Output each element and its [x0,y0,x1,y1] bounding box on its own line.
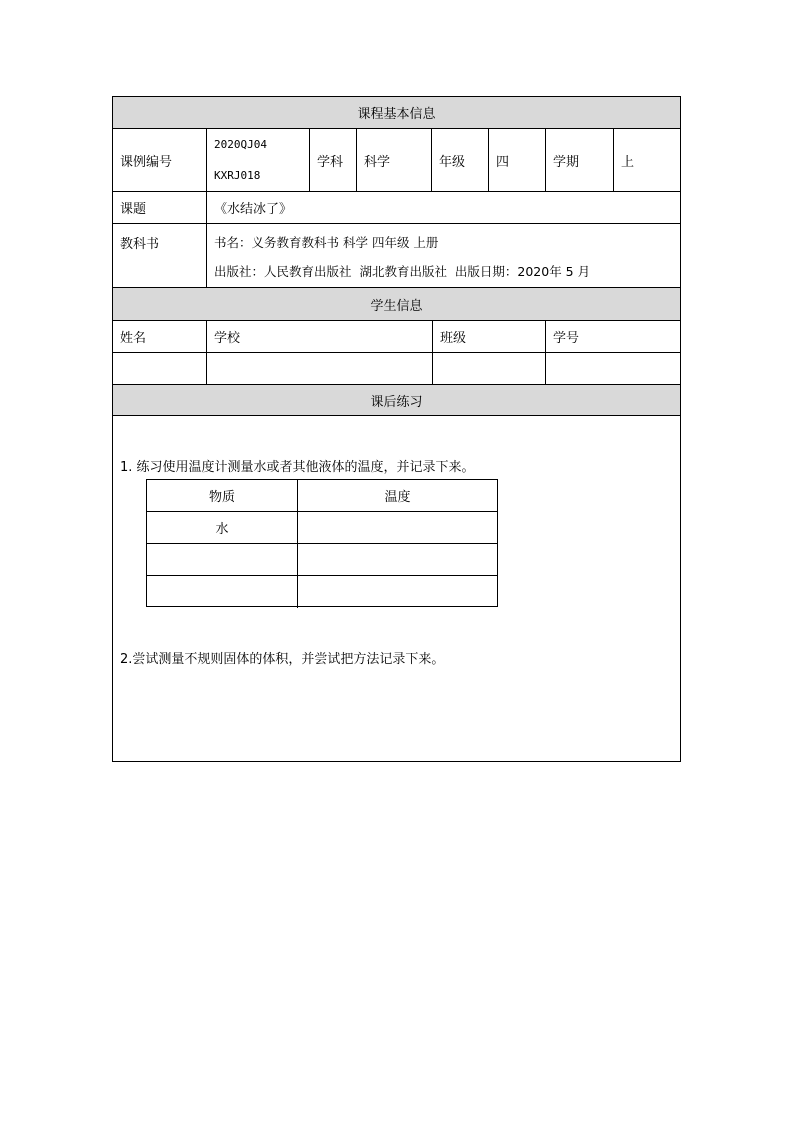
case-id-label: 课例编号 [113,129,207,191]
temperature-cell[interactable] [298,512,497,543]
term-value: 上 [621,154,635,170]
case-id-value [207,129,310,191]
student-info-header [113,288,680,321]
school-label: 学校 [207,321,433,352]
textbook-title: 书名：义务教育教科书 科学 四年级 上册 [214,235,439,250]
column-header-substance: 物质 [147,480,298,511]
question-2: 2.尝试测量不规则固体的体积，并尝试把方法记录下来。 [120,652,445,667]
case-id-line2: KXRJ018 [214,169,261,182]
exercises-header [113,385,680,416]
subject-value: 科学 [357,129,432,191]
school-field[interactable] [207,353,433,384]
temperature-cell[interactable] [298,544,497,575]
course-info-header [113,97,680,129]
name-field[interactable] [113,353,207,384]
grade-label: 年级 [432,129,489,191]
worksheet [112,96,681,762]
measurement-table [146,479,498,607]
student-info-title: 学生信息 [370,298,423,314]
topic-value: 《水结冰了》 [214,202,293,217]
textbook-value [207,224,681,287]
term-label: 学期 [546,129,614,191]
textbook-row [113,224,680,288]
table-row [147,576,497,608]
substance-cell[interactable]: 水 [147,512,298,543]
course-info-title: 课程基本信息 [357,107,436,122]
topic-row [113,192,680,224]
class-label: 班级 [433,321,546,352]
textbook-label: 教科书 [113,224,207,287]
table-header-row [147,480,497,512]
substance-cell[interactable] [147,544,298,575]
class-field[interactable] [433,353,546,384]
grade-value: 四 [489,129,546,191]
student-id-label: 学号 [553,331,580,346]
student-id-field[interactable] [546,353,681,384]
table-row [147,512,497,544]
exercises-title: 课后练习 [370,394,423,410]
temperature-cell[interactable] [298,576,497,608]
substance-cell[interactable] [147,576,298,608]
subject-label: 学科 [310,129,357,191]
column-header-temperature: 温度 [384,490,411,505]
table-row [147,544,497,576]
topic-label: 课题 [113,192,207,223]
case-id-row [113,129,680,192]
textbook-publisher: 出版社：人民教育出版社 湖北教育出版社 出版日期：2020年 5 月 [214,264,591,279]
question-1: 1. 练习使用温度计测量水或者其他液体的温度，并记录下来。 [120,460,475,475]
student-values-row [113,353,680,385]
name-label: 姓名 [113,321,207,352]
student-labels-row [113,321,680,353]
case-id-line1: 2020QJ04 [214,138,267,151]
